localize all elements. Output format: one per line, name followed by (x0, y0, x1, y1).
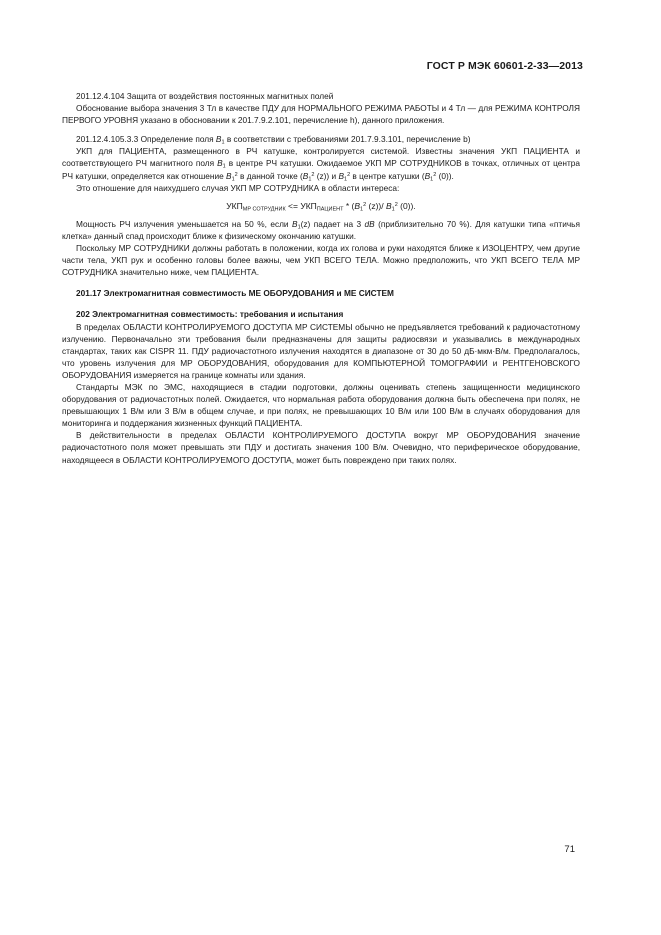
sar-formula: $УКП_{МР СОТРУДНИК} <= УКП_{ПАЦИЕНТ} * (B_1^2$ (z))/ $B_1^2$ (0)). (226, 200, 416, 213)
emc-controlled-area-paragraph: В пределах ОБЛАСТИ КОНТРОЛИРУЕМОГО ДОСТУПА МР СИСТЕМЫ обычно не предъявляется требований к радиочастотному излучению. Первоначально эти требования были предназначены для защиты радиосвязи и указывались в международных стандартах, таких как CISPR 11. ПДУ радиочастотного излучения находятся в диапазоне от 30 до 50 дБ·мкм·В/м. Предполагалось, что уровень излучения для МР ОБОРУДОВАНИЯ, оборудования для КОМПЬЮТЕРНОЙ ТОМОГРАФИИ и РЕНТГЕНОВСКОГО ОБОРУДОВАНИЯ измеряется на границе комнаты или здания. (62, 321, 580, 380)
section-202-heading: 202 Электромагнитная совместимость: требования и испытания (76, 309, 344, 320)
standard-designation: ГОСТ Р МЭК 60601-2-33—2013 (426, 60, 583, 72)
rf-power-paragraph: Мощность РЧ излучения уменьшается на 50 %, если $B_1(z)$ падает на 3 dB (приблизительно 70 %). Для катушки типа «птичья клетка» данный спад происходит ближе к физическому окончанию катушки. (62, 218, 580, 241)
sar-explanation-paragraph: УКП для ПАЦИЕНТА, размещенного в РЧ катушке, контролируется системой. Известны значения УКП ПАЦИЕНТА и соответствующего РЧ магнитного поля $B_1$ в центре РЧ катушки. Ожидаемое УКП МР СОТРУДНИКОВ в точках, отличных от центра РЧ катушки, определяется как отношение $B_1^2$ в данной точке ($B_1^2$ (z)) и $B_1^2$ в центре катушки ($B_1^2$ (0)). (62, 146, 580, 183)
staff-sar-paragraph: Поскольку МР СОТРУДНИКИ должны работать в положении, когда их голова и руки находятся ближе к ИЗОЦЕНТРУ, чем другие части тела, УКП рук и особенно головы более важны, чем УКП ВСЕГО ТЕЛА. Можно предположить, что УКП ВСЕГО ТЕЛА МР СОТРУДНИКА значительно ниже, чем ПАЦИЕНТА. (62, 243, 580, 278)
section-201-17-heading: 201.17 Электромагнитная совместимость МЕ ОБОРУДОВАНИЯ и МЕ СИСТЕМ (76, 288, 394, 299)
worst-case-intro: Это отношение для наихудшего случая УКП МР СОТРУДНИКА в области интереса: (76, 182, 400, 193)
document-body (62, 90, 580, 466)
clause-201-12-4-105-title: 201.12.4.105.3.3 Определение поля $B_1$ в соответствии с требованиями 201.7.9.3.101, перечисление b) (76, 134, 471, 146)
clause-201-12-4-104-title: 201.12.4.104 Защита от воздействия постоянных магнитных полей (76, 91, 334, 101)
rf-field-reality-paragraph: В действительности в пределах ОБЛАСТИ КОНТРОЛИРУЕМОГО ДОСТУПА вокруг МР ОБОРУДОВАНИЯ значение радиочастотного поля может превышать эти ПДУ и достигать значения 100 В/м. Очевидно, что периферическое оборудование, находящееся в ОБЛАСТИ КОНТРОЛИРУЕМОГО ДОСТУПА, может быть повреждено при таких полях. (62, 430, 580, 465)
emc-standards-paragraph: Стандарты МЭК по ЭМС, находящиеся в стадии подготовки, должны оценивать степень защищенности медицинского оборудования от радиочастотных полей. Ожидается, что нормальная работа оборудования должна быть обеспечена при полях, не превышающих 1 В/м или 3 В/м в общем случае, и при полях, не превышающих 10 В/м или 100 В/м в случаях оборудования для мониторинга и поддержания жизненных функций ПАЦИЕНТА. (62, 381, 580, 429)
clause-201-12-4-104-rationale: Обоснование выбора значения 3 Тл в качестве ПДУ для НОРМАЛЬНОГО РЕЖИМА РАБОТЫ и 4 Тл — для РЕЖИМА КОНТРОЛЯ ПЕРВОГО УРОВНЯ указано в обосновании к 201.7.9.2.101, перечисление h), данного приложения. (62, 103, 580, 126)
page-number: 71 (564, 844, 575, 855)
